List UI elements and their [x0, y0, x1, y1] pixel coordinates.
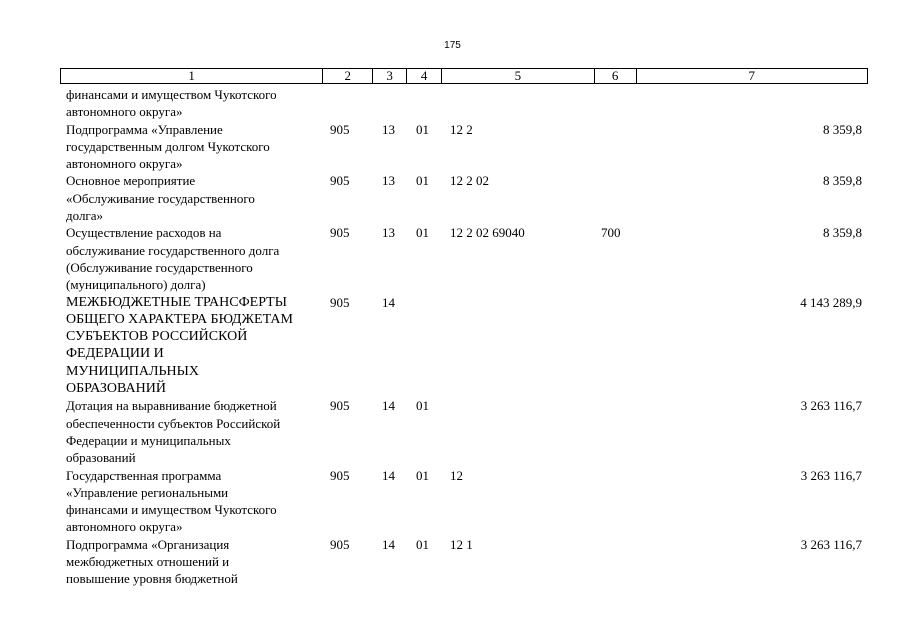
- code-expense-type: 700: [601, 225, 621, 241]
- row-name-line: Дотация на выравнивание бюджетной: [66, 398, 277, 414]
- code-ministry: 905: [330, 467, 350, 483]
- row-name-line: Подпрограмма «Управление: [66, 121, 223, 137]
- column-header-1: 1: [61, 69, 323, 83]
- row-name-line: ФЕДЕРАЦИИ И: [66, 346, 164, 362]
- row-name-line: (муниципального) долга): [66, 277, 206, 293]
- amount: 8 359,8: [823, 121, 862, 137]
- code-section: 14: [382, 398, 395, 414]
- row-name: [60, 172, 323, 224]
- table-row: [60, 86, 868, 121]
- column-header-6: 6: [595, 69, 637, 83]
- row-name: [60, 397, 323, 466]
- table-row: [60, 536, 868, 588]
- code-ministry: 905: [330, 173, 350, 189]
- code-subsection: 01: [416, 467, 429, 483]
- row-name-line: ОБЩЕГО ХАРАКТЕРА БЮДЖЕТАМ: [66, 311, 293, 327]
- code-subsection: 01: [416, 398, 429, 414]
- table-row: [60, 224, 868, 293]
- code-ministry: 905: [330, 398, 350, 414]
- code-target-article: 12: [450, 467, 463, 483]
- column-header-7: 7: [748, 68, 756, 83]
- row-name-line: «Обслуживание государственного: [66, 190, 255, 206]
- code-target-article: 12 2: [450, 121, 473, 137]
- row-name: [60, 224, 323, 293]
- row-name: [60, 294, 323, 398]
- row-name-line: обслуживание государственного долга: [66, 242, 280, 258]
- page-number: 175: [444, 40, 461, 51]
- row-name-line: государственным долгом Чукотского: [66, 138, 270, 154]
- row-name-line: долга»: [66, 208, 104, 224]
- row-name-line: СУБЪЕКТОВ РОССИЙСКОЙ: [66, 329, 248, 345]
- code-ministry: 905: [330, 294, 350, 310]
- column-header-2: 2: [323, 69, 373, 83]
- row-name: [60, 536, 323, 588]
- row-name-line: ОБРАЗОВАНИЙ: [66, 381, 166, 397]
- column-header-4: 4: [407, 69, 442, 83]
- table-row: [60, 467, 868, 536]
- amount: 8 359,8: [823, 225, 862, 241]
- amount: 4 143 289,9: [800, 294, 862, 310]
- table-row: [60, 294, 868, 398]
- table-header-row: [60, 68, 868, 84]
- amount: 3 263 116,7: [800, 536, 862, 552]
- code-subsection: 01: [416, 225, 429, 241]
- row-name-line: автономного округа»: [66, 519, 183, 535]
- code-subsection: 01: [416, 173, 429, 189]
- code-ministry: 905: [330, 121, 350, 137]
- row-name-line: «Управление региональными: [66, 484, 229, 500]
- code-section: 14: [382, 536, 395, 552]
- row-name-line: образований: [66, 450, 136, 466]
- code-target-article: 12 1: [450, 536, 473, 552]
- code-ministry: 905: [330, 225, 350, 241]
- row-name-line: межбюджетных отношений и: [66, 554, 230, 570]
- row-name-line: повышение уровня бюджетной: [66, 571, 238, 587]
- row-name-line: (Обслуживание государственного: [66, 259, 253, 275]
- code-section: 13: [382, 121, 395, 137]
- code-subsection: 01: [416, 121, 429, 137]
- row-name-line: автономного округа»: [66, 156, 183, 172]
- code-section: 14: [382, 294, 395, 310]
- row-name-line: Федерации и муниципальных: [66, 432, 231, 448]
- row-name-line: Осуществление расходов на: [66, 225, 222, 241]
- code-section: 13: [382, 173, 395, 189]
- table-row: [60, 121, 868, 173]
- code-subsection: 01: [416, 536, 429, 552]
- row-name-line: обеспеченности субъектов Российской: [66, 415, 281, 431]
- code-target-article: 12 2 02 69040: [450, 225, 525, 241]
- row-name-line: Подпрограмма «Организация: [66, 536, 230, 552]
- row-name-line: Государственная программа: [66, 467, 222, 483]
- table-body: [60, 86, 868, 588]
- row-name-line: МЕЖБЮДЖЕТНЫЕ ТРАНСФЕРТЫ: [66, 294, 287, 310]
- row-name: [60, 121, 323, 173]
- code-section: 14: [382, 467, 395, 483]
- row-name-line: автономного округа»: [66, 104, 183, 120]
- row-name: [60, 467, 323, 536]
- code-section: 13: [382, 225, 395, 241]
- row-name: [60, 86, 323, 121]
- table-row: [60, 397, 868, 466]
- amount: 8 359,8: [823, 173, 862, 189]
- amount: 3 263 116,7: [800, 467, 862, 483]
- column-header-3: 3: [373, 69, 407, 83]
- code-ministry: 905: [330, 536, 350, 552]
- row-name-line: финансами и имуществом Чукотского: [66, 502, 277, 518]
- row-name-line: Основное мероприятие: [66, 173, 196, 189]
- row-name-line: МУНИЦИПАЛЬНЫХ: [66, 363, 199, 379]
- column-header-5: 5: [442, 69, 595, 83]
- row-name-line: финансами и имуществом Чукотского: [66, 87, 277, 102]
- code-target-article: 12 2 02: [450, 173, 489, 189]
- amount: 3 263 116,7: [800, 398, 862, 414]
- table-row: [60, 172, 868, 224]
